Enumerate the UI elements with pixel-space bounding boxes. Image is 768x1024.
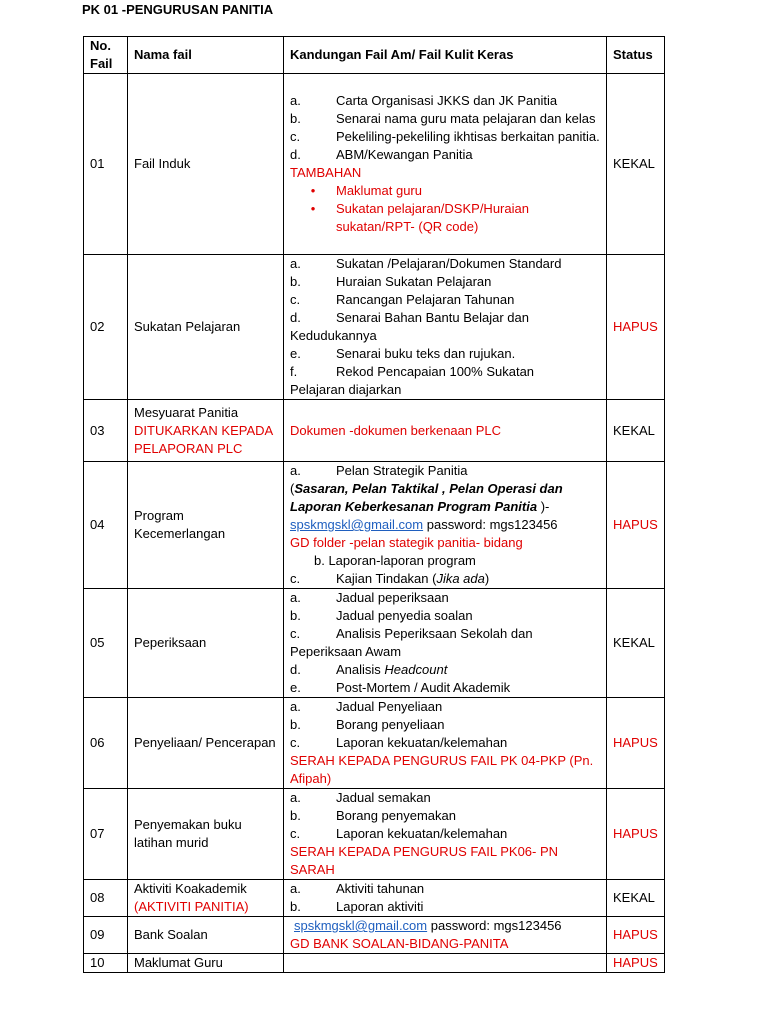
password-text: password: mgs123456	[427, 918, 562, 933]
file-content	[284, 589, 607, 698]
file-number: 06	[84, 698, 128, 789]
content-item: b. Borang penyemakan	[290, 808, 456, 823]
content-item: b. Jadual penyedia soalan	[290, 608, 473, 623]
email-link[interactable]: spskmgskl@gmail.com	[294, 918, 428, 933]
content-item: c. Rancangan Pelajaran Tahunan	[290, 292, 515, 307]
status-value: HAPUS	[607, 917, 665, 954]
page-title: PK 01 -PENGURUSAN PANITIA	[82, 2, 274, 17]
file-name: Sukatan Pelajaran	[128, 255, 284, 400]
content-item: d. Senarai Bahan Bantu Belajar dan	[290, 310, 529, 325]
content-item: f. Rekod Pencapaian 100% Sukatan	[290, 364, 535, 379]
content-item: b. Huraian Sukatan Pelajaran	[290, 274, 492, 289]
content-item: e. Senarai buku teks dan rujukan.	[290, 346, 516, 361]
login-line	[290, 917, 600, 935]
table-row	[84, 880, 665, 917]
content-item: e. Post-Mortem / Audit Akademik	[290, 680, 511, 695]
content-item: a. Carta Organisasi JKKS dan JK Panitia	[290, 93, 558, 108]
file-number: 02	[84, 255, 128, 400]
content-item: d. ABM/Kewangan Panitia	[290, 147, 473, 162]
header-status: Status	[607, 37, 665, 74]
content-item-continued: Peperiksaan Awam	[290, 644, 402, 659]
file-name: Penyemakan buku latihan murid	[128, 789, 284, 880]
gd-folder-note: GD folder -pelan stategik panitia- bidang	[290, 535, 523, 550]
content-item: c. Pekeliling-pekeliling ikhtisas berkaitan panitia.	[290, 129, 600, 144]
file-content	[284, 255, 607, 400]
status-value: KEKAL	[607, 74, 665, 255]
file-name: Peperiksaan	[128, 589, 284, 698]
content-item: c. Kajian Tindakan (Jika ada)	[290, 571, 490, 586]
content-item: b. Laporan-laporan program	[314, 553, 476, 568]
file-name: Bank Soalan	[128, 917, 284, 954]
file-content	[284, 954, 607, 973]
table-row	[84, 255, 665, 400]
file-name-note: (AKTIVITI PANITIA)	[134, 899, 249, 914]
handover-note: SERAH KEPADA PENGURUS FAIL PK06- PN SARAH	[290, 844, 559, 877]
table-row	[84, 698, 665, 789]
file-table	[83, 36, 665, 973]
file-number: 07	[84, 789, 128, 880]
table-row	[84, 462, 665, 589]
header-name: Nama fail	[128, 37, 284, 74]
header-no: No. Fail	[84, 37, 128, 74]
file-number: 08	[84, 880, 128, 917]
bullet-item: • Maklumat guru	[290, 182, 600, 200]
content-item: a. Aktiviti tahunan	[290, 881, 425, 896]
table-header-row	[84, 37, 665, 74]
file-name: Aktiviti Koakademik	[134, 881, 247, 896]
bullet-icon: •	[310, 183, 316, 198]
file-content	[284, 789, 607, 880]
content-item: c. Laporan kekuatan/kelemahan	[290, 826, 508, 841]
handover-note: SERAH KEPADA PENGURUS FAIL PK 04-PKP (Pn. Afipah)	[290, 753, 594, 786]
status-value: HAPUS	[607, 789, 665, 880]
file-content	[284, 880, 607, 917]
status-value: HAPUS	[607, 255, 665, 400]
table-row	[84, 74, 665, 255]
status-value: KEKAL	[607, 589, 665, 698]
content-item: d. Analisis Headcount	[290, 662, 448, 677]
table-row	[84, 917, 665, 954]
status-value: KEKAL	[607, 880, 665, 917]
bullet-item: • Sukatan pelajaran/DSKP/Huraian sukatan/RPT- (QR code)	[290, 200, 600, 236]
file-content	[284, 698, 607, 789]
file-name-cell	[128, 400, 284, 462]
file-name: Fail Induk	[128, 74, 284, 255]
file-number: 04	[84, 462, 128, 589]
file-content: Dokumen -dokumen berkenaan PLC	[284, 400, 607, 462]
password-text: password: mgs123456	[423, 517, 558, 532]
content-item: b. Borang penyeliaan	[290, 717, 445, 732]
content-item-continued: Pelajaran diajarkan	[290, 382, 402, 397]
bullet-icon: •	[310, 201, 316, 216]
content-item: a. Jadual semakan	[290, 790, 431, 805]
table-row	[84, 789, 665, 880]
content-item: a. Jadual peperiksaan	[290, 590, 449, 605]
content-item: c. Analisis Peperiksaan Sekolah dan	[290, 626, 533, 641]
status-value: KEKAL	[607, 400, 665, 462]
table-row	[84, 400, 665, 462]
file-content	[284, 917, 607, 954]
login-line	[290, 516, 600, 534]
file-name: Penyeliaan/ Pencerapan	[128, 698, 284, 789]
file-content	[284, 462, 607, 589]
file-number: 05	[84, 589, 128, 698]
file-number: 01	[84, 74, 128, 255]
status-value: HAPUS	[607, 954, 665, 973]
table-row	[84, 954, 665, 973]
extra-heading: TAMBAHAN	[290, 165, 362, 180]
header-content: Kandungan Fail Am/ Fail Kulit Keras	[284, 37, 607, 74]
file-number: 09	[84, 917, 128, 954]
file-content	[284, 74, 607, 255]
email-link[interactable]: spskmgskl@gmail.com	[290, 517, 424, 532]
file-number: 03	[84, 400, 128, 462]
file-number: 10	[84, 954, 128, 973]
file-name-note: DITUKARKAN KEPADA PELAPORAN PLC	[134, 422, 273, 456]
gd-folder-note: GD BANK SOALAN-BIDANG-PANITA	[290, 936, 509, 951]
content-item: a. Pelan Strategik Panitia	[290, 463, 468, 478]
content-item: c. Laporan kekuatan/kelemahan	[290, 735, 508, 750]
content-item-continued: Kedudukannya	[290, 328, 377, 343]
table-row	[84, 589, 665, 698]
content-item-detail: (Sasaran, Pelan Taktikal , Pelan Operasi dan Laporan Keberkesanan Program Panitia )-	[290, 481, 563, 514]
file-name: Program Kecemerlangan	[128, 462, 284, 589]
status-value: HAPUS	[607, 462, 665, 589]
content-item: a. Jadual Penyeliaan	[290, 699, 443, 714]
file-name-cell	[128, 880, 284, 917]
content-item: b. Laporan aktiviti	[290, 899, 424, 914]
content-item: a. Sukatan /Pelajaran/Dokumen Standard	[290, 256, 562, 271]
content-item: b. Senarai nama guru mata pelajaran dan kelas	[290, 111, 596, 126]
status-value: HAPUS	[607, 698, 665, 789]
file-name: Maklumat Guru	[128, 954, 284, 973]
file-name: Mesyuarat Panitia	[134, 404, 239, 420]
